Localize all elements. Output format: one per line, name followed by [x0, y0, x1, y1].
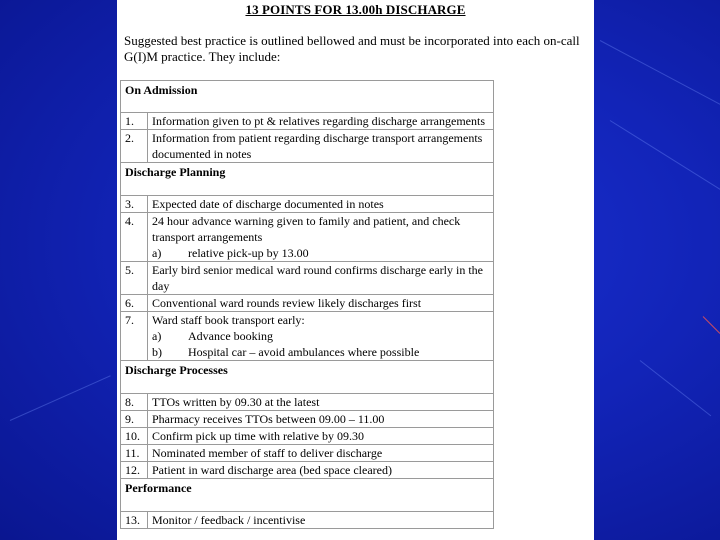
- point-cell: [148, 312, 494, 361]
- sub-point-label: a): [152, 329, 162, 343]
- section-heading: On Admission: [121, 81, 494, 113]
- points-table: [120, 80, 494, 529]
- background-streak-accent: [703, 316, 720, 334]
- sub-point: [152, 344, 489, 360]
- section-heading: Discharge Processes: [121, 361, 494, 394]
- table-row: [121, 312, 494, 361]
- point-number: 8.: [121, 394, 148, 411]
- point-number: 11.: [121, 445, 148, 462]
- background-streak: [600, 40, 720, 107]
- background-streak: [640, 360, 712, 416]
- point-cell: [148, 213, 494, 262]
- point-text: Nominated member of staff to deliver discharge: [148, 445, 494, 462]
- point-number: 5.: [121, 262, 148, 295]
- table-row: [121, 213, 494, 262]
- document-page: [117, 0, 594, 540]
- table-row: [121, 445, 494, 462]
- table-row: [121, 295, 494, 312]
- sub-point-text: relative pick-up by 13.00: [188, 246, 309, 260]
- table-row: [121, 428, 494, 445]
- point-number: 12.: [121, 462, 148, 479]
- point-text: Expected date of discharge documented in notes: [148, 196, 494, 213]
- point-text: Early bird senior medical ward round confirms discharge early in the day: [148, 262, 494, 295]
- point-text: Ward staff book transport early:: [152, 313, 305, 327]
- point-number: 7.: [121, 312, 148, 361]
- document-intro: Suggested best practice is outlined bellowed and must be incorporated into each on-call G(I)M practice. They include:: [124, 33, 580, 64]
- background-streak: [610, 120, 720, 190]
- background-streak: [10, 375, 111, 421]
- point-text: Information given to pt & relatives regarding discharge arrangements: [148, 113, 494, 130]
- point-number: 1.: [121, 113, 148, 130]
- point-text: Confirm pick up time with relative by 09.30: [148, 428, 494, 445]
- point-text: Monitor / feedback / incentivise: [148, 512, 494, 529]
- point-number: 9.: [121, 411, 148, 428]
- section-heading: Discharge Planning: [121, 163, 494, 196]
- table-row: [121, 411, 494, 428]
- document-title: 13 POINTS FOR 13.00h DISCHARGE: [245, 2, 466, 17]
- sub-point-label: a): [152, 246, 162, 260]
- table-row: [121, 262, 494, 295]
- point-text: Information from patient regarding discharge transport arrangements documented in notes: [148, 130, 494, 163]
- sub-point-text: Advance booking: [188, 329, 273, 343]
- table-row: [121, 196, 494, 213]
- table-row: [121, 512, 494, 529]
- point-number: 13.: [121, 512, 148, 529]
- table-row: [121, 462, 494, 479]
- table-row: [121, 394, 494, 411]
- point-text: Conventional ward rounds review likely discharges first: [148, 295, 494, 312]
- sub-point: [152, 245, 489, 261]
- point-number: 4.: [121, 213, 148, 262]
- point-number: 2.: [121, 130, 148, 163]
- point-number: 10.: [121, 428, 148, 445]
- table-row: [121, 113, 494, 130]
- sub-point: [152, 328, 489, 344]
- point-text: Patient in ward discharge area (bed space cleared): [148, 462, 494, 479]
- point-text: Pharmacy receives TTOs between 09.00 – 11.00: [148, 411, 494, 428]
- point-text: TTOs written by 09.30 at the latest: [148, 394, 494, 411]
- sub-point-text: Hospital car – avoid ambulances where possible: [188, 345, 420, 359]
- sub-point-label: b): [152, 345, 162, 359]
- point-text: 24 hour advance warning given to family and patient, and check transport arrangements: [152, 214, 461, 244]
- point-number: 6.: [121, 295, 148, 312]
- table-row: [121, 130, 494, 163]
- point-number: 3.: [121, 196, 148, 213]
- section-heading: Performance: [121, 479, 494, 512]
